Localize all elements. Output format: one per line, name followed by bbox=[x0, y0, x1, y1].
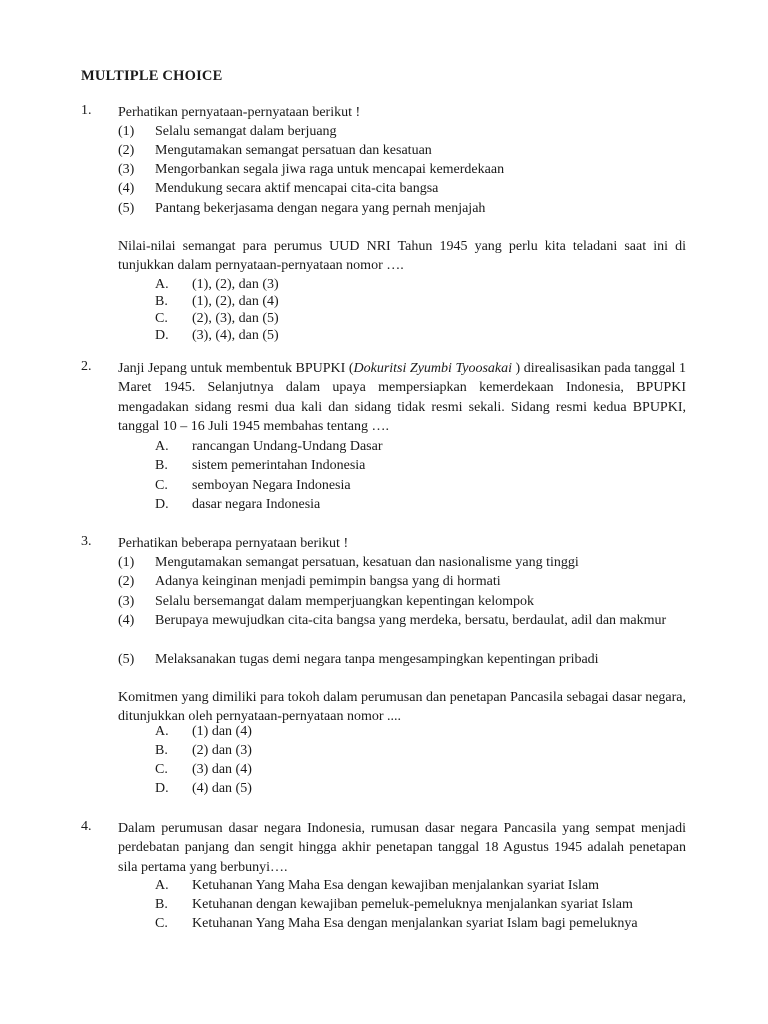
statement-number: (5) bbox=[118, 201, 135, 216]
statement-text: Mengutamakan semangat persatuan, kesatuan dan nasionalisme yang tinggi bbox=[155, 555, 579, 570]
statement-number: (3) bbox=[118, 594, 135, 609]
statement-text: Selalu bersemangat dalam memperjuangkan kepentingan kelompok bbox=[155, 594, 535, 609]
stem-text: Janji Jepang untuk membentuk BPUPKI ( bbox=[118, 361, 354, 376]
option-text: semboyan Negara Indonesia bbox=[192, 478, 351, 493]
statement-text: Mengorbankan segala jiwa raga untuk mencapai kemerdekaan bbox=[155, 162, 505, 177]
statement-number: (3) bbox=[118, 162, 135, 177]
stem-italic-term: Dokuritsi Zyumbi Tyoosakai bbox=[353, 361, 512, 376]
option-letter: C. bbox=[155, 916, 168, 931]
option-letter: A. bbox=[155, 439, 169, 454]
statement-number: (4) bbox=[118, 613, 135, 628]
statement-text: Berupaya mewujudkan cita-cita bangsa yang merdeka, bersatu, berdaulat, adil dan makmur bbox=[155, 613, 667, 628]
statement-number: (1) bbox=[118, 124, 135, 139]
option-letter: D. bbox=[155, 781, 169, 796]
option-letter: A. bbox=[155, 878, 169, 893]
statement-text: Mengutamakan semangat persatuan dan kesatuan bbox=[155, 143, 432, 158]
statement-text: Mendukung secara aktif mencapai cita-cita bangsa bbox=[155, 181, 439, 196]
question-stem: Perhatikan beberapa pernyataan berikut ! bbox=[118, 536, 349, 551]
stem-text: ) direalisasikan pada tanggal 1 Maret 1945. Selanjutnya dalam upaya mempersiapkan kemerdekaan Indonesia, BPUPKI mengadakan sidang resmi dua kali dan sidang tidak resmi sekali. Sidang resmi kedua BPUPKI, tanggal 10 – 16 Juli 1945 membahas tentang …. bbox=[118, 361, 686, 435]
question-stem bbox=[118, 359, 686, 437]
option-letter: A. bbox=[155, 277, 169, 292]
option-text: sistem pemerintahan Indonesia bbox=[192, 458, 366, 473]
option-letter: B. bbox=[155, 458, 168, 473]
question-stem: Dalam perumusan dasar negara Indonesia, rumusan dasar negara Pancasila yang sempat menjadi perdebatan panjang dan sengit hingga akhir penetapan tanggal 18 Agustus 1945 adalah penetapan sila pertama yang berbunyi…. bbox=[118, 821, 686, 875]
question-stem: Perhatikan pernyataan-pernyataan berikut ! bbox=[118, 105, 361, 120]
option-text: dasar negara Indonesia bbox=[192, 497, 321, 512]
option-text: (3), (4), dan (5) bbox=[192, 328, 279, 343]
statement-number: (1) bbox=[118, 555, 135, 570]
page-title: MULTIPLE CHOICE bbox=[81, 68, 223, 84]
statement-number: (2) bbox=[118, 143, 135, 158]
option-text: rancangan Undang-Undang Dasar bbox=[192, 439, 383, 454]
statement-number: (2) bbox=[118, 574, 135, 589]
option-text: (3) dan (4) bbox=[192, 762, 252, 777]
option-letter: D. bbox=[155, 328, 169, 343]
question-number: 4. bbox=[81, 819, 92, 834]
option-text: (4) dan (5) bbox=[192, 781, 252, 796]
statement-text: Melaksanakan tugas demi negara tanpa mengesampingkan kepentingan pribadi bbox=[155, 652, 599, 667]
option-text: (2), (3), dan (5) bbox=[192, 311, 279, 326]
question-number: 1. bbox=[81, 103, 92, 118]
option-letter: C. bbox=[155, 311, 168, 326]
question-number: 2. bbox=[81, 359, 92, 374]
option-text: (1), (2), dan (3) bbox=[192, 277, 279, 292]
option-letter: B. bbox=[155, 897, 168, 912]
option-letter: C. bbox=[155, 478, 168, 493]
statement-number: (5) bbox=[118, 652, 135, 667]
statement-text: Pantang bekerjasama dengan negara yang pernah menjajah bbox=[155, 201, 486, 216]
option-letter: A. bbox=[155, 724, 169, 739]
option-text: (1), (2), dan (4) bbox=[192, 294, 279, 309]
option-letter: C. bbox=[155, 762, 168, 777]
option-letter: D. bbox=[155, 497, 169, 512]
statement-text: Selalu semangat dalam berjuang bbox=[155, 124, 337, 139]
question-prompt: Komitmen yang dimiliki para tokoh dalam perumusan dan penetapan Pancasila sebagai dasar negara, ditunjukkan oleh pernyataan-pernyataan nomor .... bbox=[118, 690, 686, 725]
option-text: (1) dan (4) bbox=[192, 724, 252, 739]
option-letter: B. bbox=[155, 743, 168, 758]
option-text: Ketuhanan dengan kewajiban pemeluk-pemeluknya menjalankan syariat Islam bbox=[192, 897, 633, 912]
option-text: Ketuhanan Yang Maha Esa dengan kewajiban menjalankan syariat Islam bbox=[192, 878, 600, 893]
option-text: (2) dan (3) bbox=[192, 743, 252, 758]
question-number: 3. bbox=[81, 534, 92, 549]
option-letter: B. bbox=[155, 294, 168, 309]
option-text: Ketuhanan Yang Maha Esa dengan menjalankan syariat Islam bagi pemeluknya bbox=[192, 916, 638, 931]
question-prompt: Nilai-nilai semangat para perumus UUD NRI Tahun 1945 yang perlu kita teladani saat ini di tunjukkan dalam pernyataan-pernyataan nomor …. bbox=[118, 239, 686, 274]
statement-text: Adanya keinginan menjadi pemimpin bangsa yang di hormati bbox=[155, 574, 501, 589]
statement-number: (4) bbox=[118, 181, 135, 196]
